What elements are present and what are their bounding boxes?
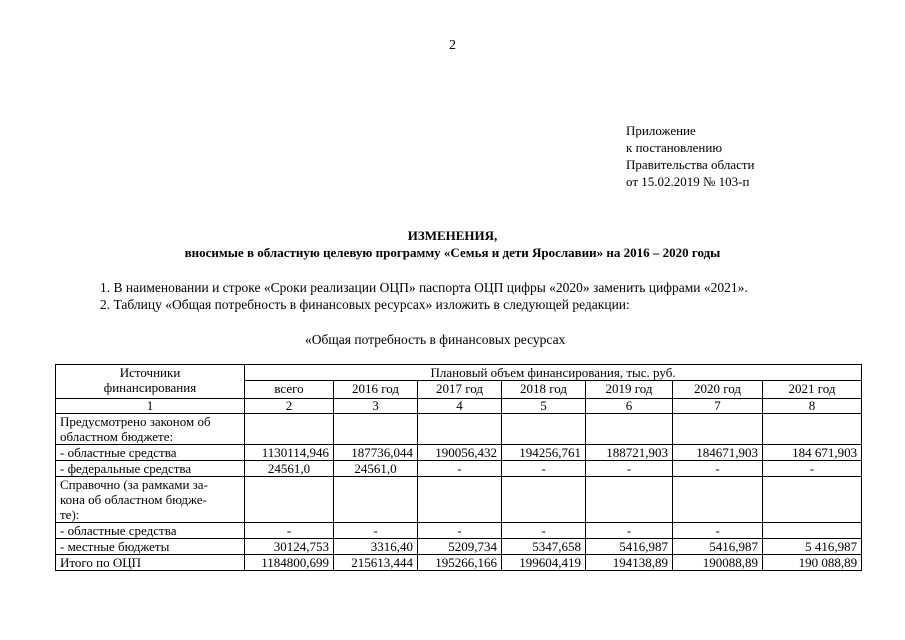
value-cell: 215613,444 [334,555,418,571]
value-cell: - [763,461,862,477]
value-cell: - [673,523,763,539]
value-cell [763,523,862,539]
empty-cell [418,414,502,445]
empty-cell [334,414,418,445]
value-cell: 30124,753 [245,539,334,555]
year-header: 2019 год [586,381,673,399]
row-label: - областные средства [56,523,245,539]
index-cell: 5 [502,399,586,414]
value-cell: 5416,987 [673,539,763,555]
header-source-line: финансирования [103,380,197,395]
year-header: 2021 год [763,381,862,399]
value-cell: - [502,523,586,539]
header-source [56,365,245,399]
index-cell: 7 [673,399,763,414]
section-label-line: кона об областном бюдже- [60,492,207,507]
empty-cell [334,477,418,523]
value-cell: 199604,419 [502,555,586,571]
empty-cell [418,477,502,523]
value-cell: 184671,903 [673,445,763,461]
section-label-line: Предусмотрено законом об [60,414,211,429]
appendix-line: от 15.02.2019 № 103-п [626,174,750,189]
index-cell: 3 [334,399,418,414]
section-label [56,414,245,445]
empty-cell [763,414,862,445]
value-cell: - [502,461,586,477]
table-row-regional-funds-reference [56,523,862,539]
value-cell: 195266,166 [418,555,502,571]
index-row [56,399,862,414]
index-cell: 1 [56,399,245,414]
value-cell: 190 088,89 [763,555,862,571]
value-cell: - [418,523,502,539]
body-paragraphs [100,279,748,313]
table-row-total [56,555,862,571]
value-cell: 190088,89 [673,555,763,571]
paragraph-2: 2. Таблицу «Общая потребность в финансовых ресурсах» изложить в следующей редакции: [100,297,630,312]
table-row-local-budgets [56,539,862,555]
value-cell: - [334,523,418,539]
section-label-line: те): [60,507,80,522]
row-label: Итого по ОЦП [56,555,245,571]
section-label-line: областном бюджете: [60,429,174,444]
empty-cell [586,477,673,523]
index-cell: 6 [586,399,673,414]
value-cell: - [418,461,502,477]
value-cell: - [586,523,673,539]
empty-cell [245,414,334,445]
value-cell: 24561,0 [245,461,334,477]
value-cell: 5 416,987 [763,539,862,555]
index-cell: 4 [418,399,502,414]
year-header: 2020 год [673,381,763,399]
empty-cell [586,414,673,445]
row-label: - областные средства [56,445,245,461]
appendix-line: Приложение [626,123,696,138]
empty-cell [673,414,763,445]
table-caption: «Общая потребность в финансовых ресурсах [305,332,566,347]
value-cell: 5209,734 [418,539,502,555]
section-label-line: Справочно (за рамками за- [60,477,208,492]
title-line-1: ИЗМЕНЕНИЯ, [407,228,498,243]
table-row-federal-funds [56,461,862,477]
year-header: 2018 год [502,381,586,399]
table-row-regional-funds [56,445,862,461]
value-cell: 3316,40 [334,539,418,555]
value-cell: 190056,432 [418,445,502,461]
section-row-reference [56,477,862,523]
row-label: - местные бюджеты [56,539,245,555]
page-number: 2 [449,38,456,53]
value-cell: 194256,761 [502,445,586,461]
value-cell: - [586,461,673,477]
value-cell: 24561,0 [334,461,418,477]
value-cell: - [673,461,763,477]
value-cell: 1130114,946 [245,445,334,461]
header-row [56,365,862,381]
financing-table [55,364,862,571]
section-row-budget-law [56,414,862,445]
section-label [56,477,245,523]
document-title [0,227,905,261]
empty-cell [673,477,763,523]
row-label: - федеральные средства [56,461,245,477]
value-cell: 184 671,903 [763,445,862,461]
index-cell: 8 [763,399,862,414]
value-cell: 194138,89 [586,555,673,571]
header-volume: Плановый объем финансирования, тыс. руб. [245,365,862,381]
empty-cell [763,477,862,523]
value-cell: 5416,987 [586,539,673,555]
value-cell: - [245,523,334,539]
value-cell: 188721,903 [586,445,673,461]
year-header: 2017 год [418,381,502,399]
value-cell: 1184800,699 [245,555,334,571]
paragraph-1: 1. В наименовании и строке «Сроки реализации ОЦП» паспорта ОЦП цифры «2020» заменить цифрами «2021». [100,280,748,295]
empty-cell [502,477,586,523]
header-source-line: Источники [119,365,181,380]
value-cell: 187736,044 [334,445,418,461]
year-header: всего [245,381,334,399]
empty-cell [245,477,334,523]
appendix-line: Правительства области [626,157,755,172]
index-cell: 2 [245,399,334,414]
empty-cell [502,414,586,445]
appendix-block [626,122,755,190]
title-line-2: вносимые в областную целевую программу «Семья и дети Ярославии» на 2016 – 2020 годы [184,245,721,260]
year-header: 2016 год [334,381,418,399]
appendix-line: к постановлению [626,140,723,155]
value-cell: 5347,658 [502,539,586,555]
